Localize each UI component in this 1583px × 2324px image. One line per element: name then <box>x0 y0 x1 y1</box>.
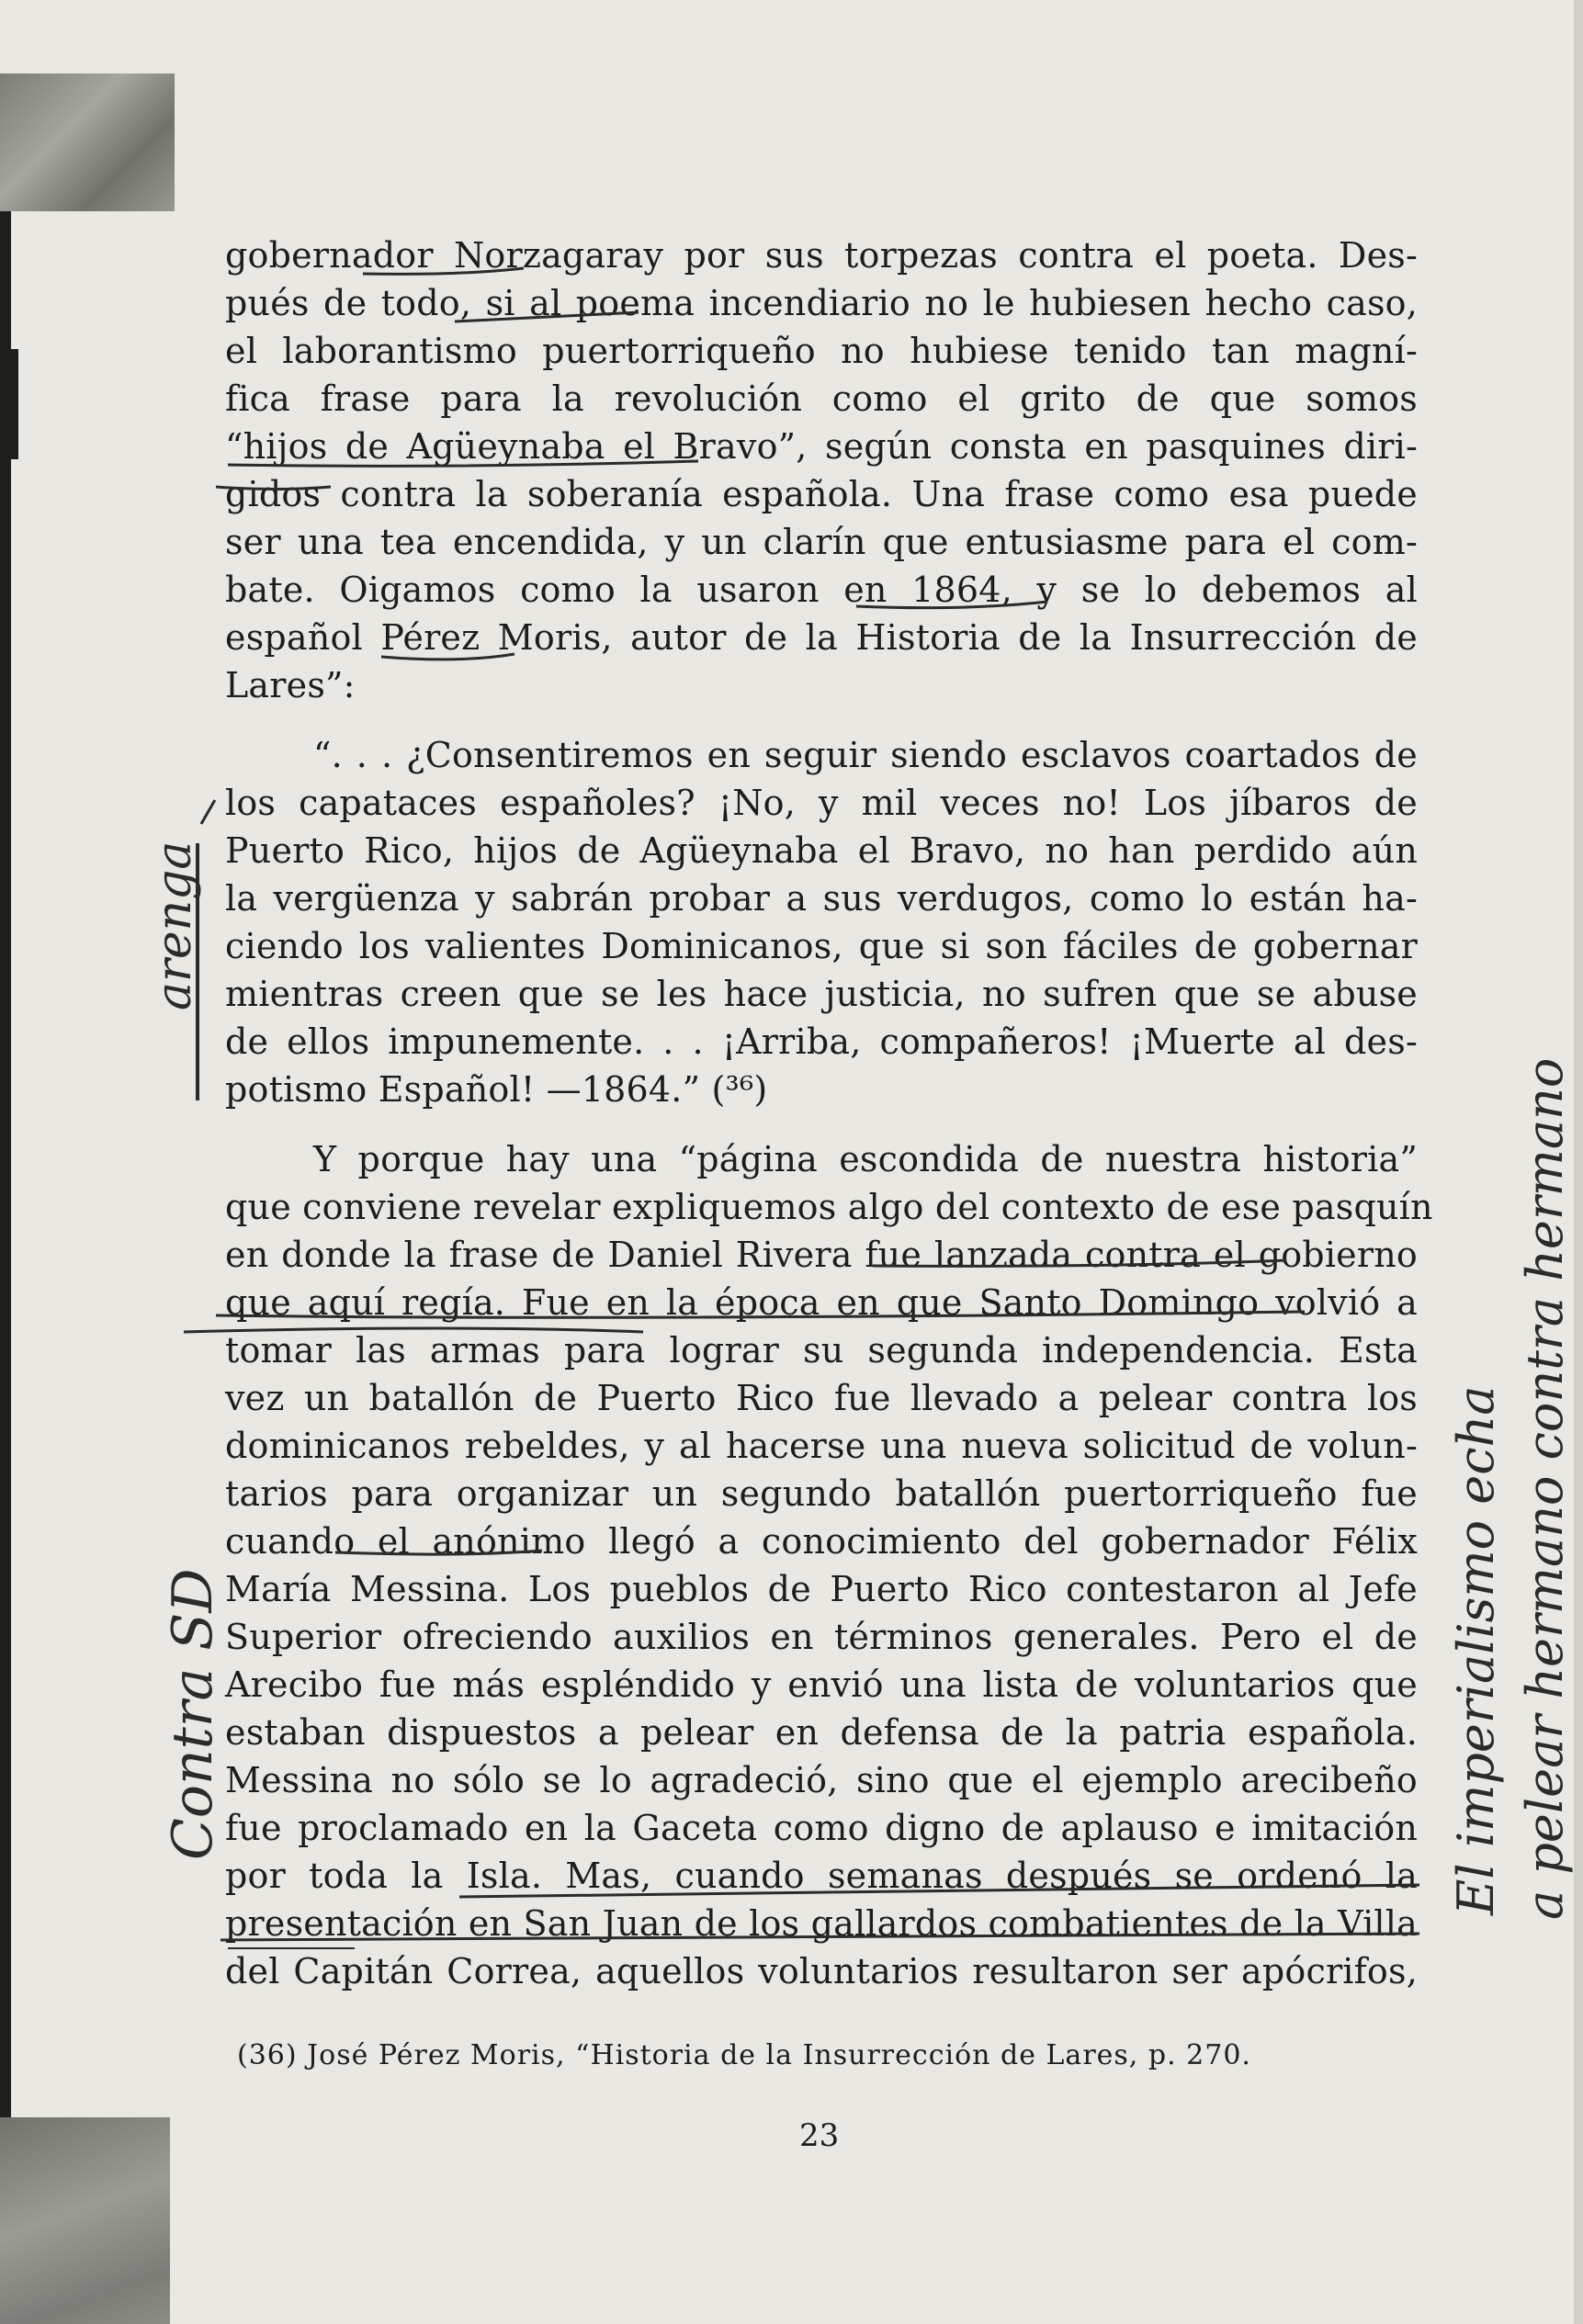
handwritten-note-left-1: arenga <box>147 840 202 1010</box>
underline-armas <box>216 1312 1305 1317</box>
handwritten-note-left-2: Contra SD <box>161 1568 225 1860</box>
underline-1864 <box>856 602 1047 608</box>
text-line: del Capitán Correa, aquellos voluntarios resultaron ser apócrifos, <box>225 1951 1418 1991</box>
text-line: cuando el anónimo llegó a conocimiento del gobernador Félix <box>225 1521 1418 1562</box>
text-line: fue proclamado en la Gaceta como digno de aplauso e imitación <box>225 1808 1418 1848</box>
text-line: Arecibo fue más espléndido y envió una lista de voluntarios que <box>225 1664 1418 1705</box>
text-line: gobernador Norzagaray por sus torpezas contra el poeta. Des- <box>225 235 1418 276</box>
footnote: (36) José Pérez Moris, “Historia de la Insurrección de Lares, p. 270. <box>237 2039 1251 2071</box>
text-line: en donde la frase de Daniel Rivera fue lanzada contra el gobierno <box>225 1235 1418 1275</box>
footnote-divider <box>228 1947 355 1949</box>
text-line: María Messina. Los pueblos de Puerto Rico contestaron al Jefe <box>225 1569 1418 1609</box>
underline-norzagaray <box>363 268 524 274</box>
text-line: ciendo los valientes Dominicanos, que si son fáciles de gobernar <box>225 926 1418 966</box>
text-line: que aquí regía. Fue en la época en que Santo Domingo volvió a <box>225 1282 1418 1323</box>
text-line: dominicanos rebeldes, y al hacerse una nueva solicitud de volun- <box>225 1426 1418 1466</box>
text-line: presentación en San Juan de los gallardos combatientes de la Villa <box>225 1903 1418 1944</box>
text-line: Lares”: <box>225 665 356 705</box>
underline-santo-domingo <box>873 1260 1286 1266</box>
underline-armas-2 <box>184 1328 643 1332</box>
text-line: Puerto Rico, hijos de Agüeynaba el Bravo, no han perdido aún <box>225 830 1418 871</box>
text-line: vez un batallón de Puerto Rico fue llevado a pelear contra los <box>225 1378 1418 1418</box>
text-line: español Pérez Moris, autor de la Historia de la Insurrección de <box>225 617 1418 658</box>
text-line: estaban dispuestos a pelear en defensa de la patria española. <box>225 1712 1418 1753</box>
text-line: tomar las armas para lograr su segunda independencia. Esta <box>225 1330 1418 1371</box>
text-line: el laborantismo puertorriqueño no hubiese tenido tan magní- <box>225 331 1418 371</box>
handwritten-note-right-1: El imperialismo echa <box>1447 1385 1505 1915</box>
text-line: gidos contra la soberanía española. Una frase como esa puede <box>225 474 1418 514</box>
underline-gidos <box>216 487 331 490</box>
underline-poema <box>455 312 639 322</box>
text-line: mientras creen que se les hace justicia, no sufren que se abuse <box>225 974 1418 1014</box>
text-line: los capataces españoles? ¡No, y mil veces no! Los jíbaros de <box>225 783 1418 823</box>
underline-messina <box>335 1551 542 1554</box>
underline-hijos <box>228 461 698 466</box>
text-line: “. . . ¿Consentiremos en seguir siendo esclavos coartados de <box>313 735 1418 775</box>
text-line: por toda la Isla. Mas, cuando semanas después se ordenó la <box>225 1856 1418 1896</box>
underline-presentacion <box>459 1885 1419 1897</box>
text-line: ser una tea encendida, y un clarín que entusiasme para el com- <box>225 522 1418 562</box>
text-line: bate. Oigamos como la usaron en 1864, y se lo debemos al <box>225 570 1418 610</box>
text-line: Superior ofreciendo auxilios en términos generales. Pero el de <box>225 1617 1418 1657</box>
text-line: la vergüenza y sabrán probar a sus verdugos, como lo están ha- <box>225 878 1418 919</box>
text-line: Y porque hay una “página escondida de nuestra historia” <box>313 1139 1418 1179</box>
text-line: Messina no sólo se lo agradeció, sino que el ejemplo arecibeño <box>225 1760 1418 1800</box>
text-line: de ellos impunemente. . . ¡Arriba, compañeros! ¡Muerte al des- <box>225 1021 1418 1062</box>
text-line: fica frase para la revolución como el grito de que somos <box>225 378 1418 419</box>
underline-capitan <box>220 1934 1419 1940</box>
handwritten-note-right-2: a pelear hermano contra hermano <box>1516 1057 1574 1920</box>
text-line: potismo Español! —1864.” (³⁶) <box>225 1069 768 1110</box>
underline-moris <box>381 654 514 660</box>
text-line: pués de todo, si al poema incendiario no le hubiesen hecho caso, <box>225 283 1418 323</box>
text-line: que conviene revelar expliquemos algo del contexto de ese pasquín <box>225 1187 1433 1227</box>
text-line: tarios para organizar un segundo batallón puertorriqueño fue <box>225 1473 1418 1514</box>
page-number: 23 <box>799 2117 840 2154</box>
text-line: “hijos de Agüeynaba el Bravo”, según consta en pasquines diri- <box>225 426 1418 467</box>
